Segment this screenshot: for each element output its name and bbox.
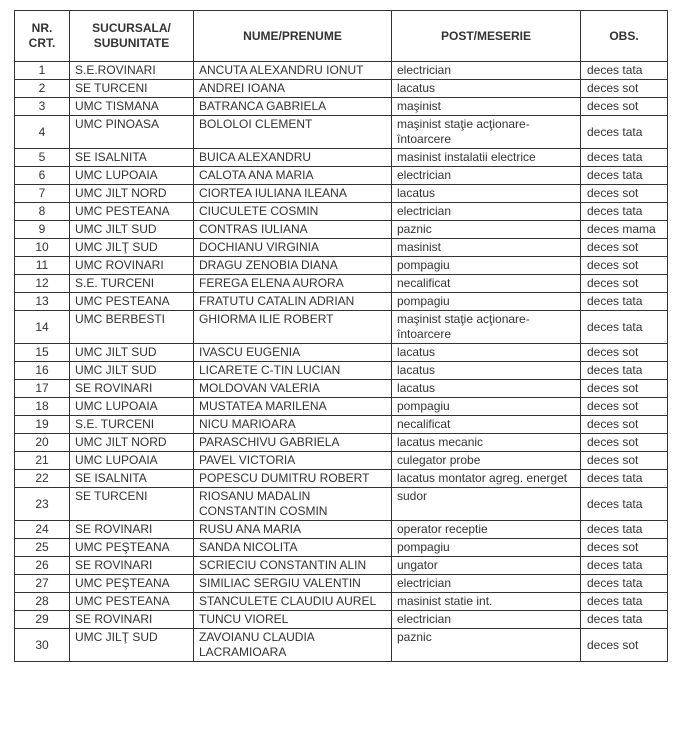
- cell-nr: 2: [15, 80, 70, 98]
- cell-sucursala: UMC PINOASA: [70, 116, 194, 149]
- cell-nume: MOLDOVAN VALERIA: [194, 380, 392, 398]
- cell-post: lacatus: [392, 80, 581, 98]
- cell-nr: 26: [15, 557, 70, 575]
- cell-sucursala: SE ROVINARI: [70, 380, 194, 398]
- cell-obs: deces sot: [581, 452, 668, 470]
- cell-nr: 9: [15, 221, 70, 239]
- cell-sucursala: UMC JILT NORD: [70, 185, 194, 203]
- cell-nr: 24: [15, 521, 70, 539]
- cell-nr: 20: [15, 434, 70, 452]
- cell-nr: 22: [15, 470, 70, 488]
- cell-post: pompagiu: [392, 293, 581, 311]
- cell-sucursala: UMC JILT SUD: [70, 344, 194, 362]
- cell-nr: 25: [15, 539, 70, 557]
- cell-post: electrician: [392, 167, 581, 185]
- cell-post: lacatus: [392, 185, 581, 203]
- cell-post: maşinist staţie acţionare-întoarcere: [392, 311, 581, 344]
- header-post: POST/MESERIE: [392, 11, 581, 62]
- cell-nr: 14: [15, 311, 70, 344]
- cell-nr: 17: [15, 380, 70, 398]
- cell-nume: CIUCULETE COSMIN: [194, 203, 392, 221]
- cell-obs: deces tata: [581, 116, 668, 149]
- cell-obs: deces sot: [581, 239, 668, 257]
- table-row: [15, 203, 668, 221]
- cell-nume: BOLOLOI CLEMENT: [194, 116, 392, 149]
- cell-nr: 30: [15, 629, 70, 662]
- cell-obs: deces sot: [581, 344, 668, 362]
- cell-nr: 27: [15, 575, 70, 593]
- cell-post: masinist instalatii electrice: [392, 149, 581, 167]
- employee-table: [14, 10, 668, 662]
- cell-post: paznic: [392, 629, 581, 662]
- cell-sucursala: SE ROVINARI: [70, 611, 194, 629]
- cell-nr: 15: [15, 344, 70, 362]
- cell-post: lacatus: [392, 362, 581, 380]
- cell-nume: IVASCU EUGENIA: [194, 344, 392, 362]
- table-row: [15, 80, 668, 98]
- cell-post: maşinist: [392, 98, 581, 116]
- cell-nr: 28: [15, 593, 70, 611]
- cell-obs: deces tata: [581, 470, 668, 488]
- cell-sucursala: UMC BERBESTI: [70, 311, 194, 344]
- cell-post: masinist statie int.: [392, 593, 581, 611]
- table-row: [15, 557, 668, 575]
- cell-nume: TUNCU VIOREL: [194, 611, 392, 629]
- cell-obs: deces sot: [581, 185, 668, 203]
- cell-nume: SCRIECIU CONSTANTIN ALIN: [194, 557, 392, 575]
- cell-sucursala: S.E. TURCENI: [70, 416, 194, 434]
- header-row: [15, 11, 668, 62]
- cell-post: paznic: [392, 221, 581, 239]
- cell-sucursala: UMC LUPOAIA: [70, 398, 194, 416]
- cell-nume: ANDREI IOANA: [194, 80, 392, 98]
- cell-sucursala: SE ISALNITA: [70, 149, 194, 167]
- cell-sucursala: S.E. TURCENI: [70, 275, 194, 293]
- cell-nume: BATRANCA GABRIELA: [194, 98, 392, 116]
- table-row: [15, 452, 668, 470]
- cell-nr: 11: [15, 257, 70, 275]
- cell-post: pompagiu: [392, 539, 581, 557]
- cell-nume: CALOTA ANA MARIA: [194, 167, 392, 185]
- cell-sucursala: UMC LUPOAIA: [70, 452, 194, 470]
- table-row: [15, 275, 668, 293]
- cell-post: necalificat: [392, 275, 581, 293]
- table-row: [15, 293, 668, 311]
- cell-nume: LICARETE C-TIN LUCIAN: [194, 362, 392, 380]
- cell-sucursala: UMC JILŢ SUD: [70, 239, 194, 257]
- cell-nume: PARASCHIVU GABRIELA: [194, 434, 392, 452]
- cell-nr: 13: [15, 293, 70, 311]
- cell-obs: deces tata: [581, 203, 668, 221]
- cell-nume: DOCHIANU VIRGINIA: [194, 239, 392, 257]
- cell-post: operator receptie: [392, 521, 581, 539]
- cell-sucursala: UMC PEŞTEANA: [70, 575, 194, 593]
- table-row: [15, 221, 668, 239]
- cell-obs: deces tata: [581, 293, 668, 311]
- table-row: [15, 311, 668, 344]
- table-row: [15, 629, 668, 662]
- table-row: [15, 380, 668, 398]
- header-obs: OBS.: [581, 11, 668, 62]
- header-nr: NR. CRT.: [15, 11, 70, 62]
- cell-sucursala: UMC PESTEANA: [70, 593, 194, 611]
- cell-nr: 5: [15, 149, 70, 167]
- cell-post: maşinist staţie acţionare-întoarcere: [392, 116, 581, 149]
- cell-sucursala: UMC ROVINARI: [70, 257, 194, 275]
- cell-nume: GHIORMA ILIE ROBERT: [194, 311, 392, 344]
- table-row: [15, 62, 668, 80]
- header-sucursala: SUCURSALA/ SUBUNITATE: [70, 11, 194, 62]
- table-row: [15, 398, 668, 416]
- table-row: [15, 488, 668, 521]
- table-row: [15, 239, 668, 257]
- cell-post: lacatus: [392, 344, 581, 362]
- cell-post: lacatus montator agreg. energet: [392, 470, 581, 488]
- table-row: [15, 470, 668, 488]
- cell-nume: SANDA NICOLITA: [194, 539, 392, 557]
- cell-obs: deces sot: [581, 539, 668, 557]
- table-row: [15, 434, 668, 452]
- cell-obs: deces sot: [581, 416, 668, 434]
- cell-sucursala: S.E.ROVINARI: [70, 62, 194, 80]
- table-row: [15, 611, 668, 629]
- cell-nume: RUSU ANA MARIA: [194, 521, 392, 539]
- cell-sucursala: SE ROVINARI: [70, 557, 194, 575]
- table-row: [15, 167, 668, 185]
- cell-post: sudor: [392, 488, 581, 521]
- cell-nume: SIMILIAC SERGIU VALENTIN: [194, 575, 392, 593]
- table-row: [15, 98, 668, 116]
- cell-obs: deces tata: [581, 575, 668, 593]
- table-row: [15, 149, 668, 167]
- cell-post: necalificat: [392, 416, 581, 434]
- cell-nr: 1: [15, 62, 70, 80]
- cell-nr: 21: [15, 452, 70, 470]
- table-row: [15, 416, 668, 434]
- cell-nr: 16: [15, 362, 70, 380]
- cell-post: pompagiu: [392, 257, 581, 275]
- cell-post: pompagiu: [392, 398, 581, 416]
- cell-obs: deces sot: [581, 80, 668, 98]
- cell-nume: FRATUTU CATALIN ADRIAN: [194, 293, 392, 311]
- table-row: [15, 593, 668, 611]
- cell-nume: ANCUTA ALEXANDRU IONUT: [194, 62, 392, 80]
- cell-nr: 19: [15, 416, 70, 434]
- cell-nume: MUSTATEA MARILENA: [194, 398, 392, 416]
- cell-obs: deces tata: [581, 521, 668, 539]
- cell-obs: deces tata: [581, 167, 668, 185]
- cell-nume: NICU MARIOARA: [194, 416, 392, 434]
- cell-post: culegator probe: [392, 452, 581, 470]
- cell-nr: 8: [15, 203, 70, 221]
- table-row: [15, 362, 668, 380]
- cell-sucursala: UMC JILT SUD: [70, 362, 194, 380]
- cell-sucursala: SE TURCENI: [70, 488, 194, 521]
- cell-obs: deces sot: [581, 257, 668, 275]
- cell-obs: deces sot: [581, 398, 668, 416]
- table-body: [15, 62, 668, 662]
- cell-nr: 23: [15, 488, 70, 521]
- cell-nr: 3: [15, 98, 70, 116]
- cell-nr: 18: [15, 398, 70, 416]
- cell-nr: 4: [15, 116, 70, 149]
- cell-obs: deces sot: [581, 380, 668, 398]
- cell-nume: STANCULETE CLAUDIU AUREL: [194, 593, 392, 611]
- table-row: [15, 185, 668, 203]
- cell-obs: deces tata: [581, 362, 668, 380]
- cell-nume: CONTRAS IULIANA: [194, 221, 392, 239]
- cell-sucursala: UMC JILŢ SUD: [70, 629, 194, 662]
- cell-post: electrician: [392, 62, 581, 80]
- cell-sucursala: UMC LUPOAIA: [70, 167, 194, 185]
- cell-nume: FEREGA ELENA AURORA: [194, 275, 392, 293]
- cell-post: electrician: [392, 611, 581, 629]
- cell-nr: 12: [15, 275, 70, 293]
- cell-sucursala: UMC PESTEANA: [70, 293, 194, 311]
- cell-obs: deces tata: [581, 557, 668, 575]
- cell-obs: deces tata: [581, 62, 668, 80]
- cell-obs: deces sot: [581, 629, 668, 662]
- cell-sucursala: UMC JILT SUD: [70, 221, 194, 239]
- cell-obs: deces tata: [581, 311, 668, 344]
- cell-sucursala: UMC JILT NORD: [70, 434, 194, 452]
- cell-sucursala: SE TURCENI: [70, 80, 194, 98]
- cell-obs: deces mama: [581, 221, 668, 239]
- cell-nr: 10: [15, 239, 70, 257]
- table-row: [15, 257, 668, 275]
- cell-nume: RIOSANU MADALIN CONSTANTIN COSMIN: [194, 488, 392, 521]
- cell-sucursala: UMC TISMANA: [70, 98, 194, 116]
- cell-sucursala: SE ROVINARI: [70, 521, 194, 539]
- cell-nr: 6: [15, 167, 70, 185]
- cell-post: ungator: [392, 557, 581, 575]
- cell-obs: deces tata: [581, 488, 668, 521]
- header-nume: NUME/PRENUME: [194, 11, 392, 62]
- table-row: [15, 116, 668, 149]
- table-row: [15, 521, 668, 539]
- cell-obs: deces tata: [581, 593, 668, 611]
- cell-post: electrician: [392, 203, 581, 221]
- cell-post: electrician: [392, 575, 581, 593]
- cell-nume: POPESCU DUMITRU ROBERT: [194, 470, 392, 488]
- cell-sucursala: UMC PESTEANA: [70, 203, 194, 221]
- cell-obs: deces sot: [581, 275, 668, 293]
- cell-post: lacatus: [392, 380, 581, 398]
- cell-obs: deces tata: [581, 611, 668, 629]
- cell-sucursala: UMC PEŞTEANA: [70, 539, 194, 557]
- cell-nume: CIORTEA IULIANA ILEANA: [194, 185, 392, 203]
- cell-obs: deces sot: [581, 98, 668, 116]
- cell-obs: deces tata: [581, 149, 668, 167]
- cell-sucursala: SE ISALNITA: [70, 470, 194, 488]
- cell-nr: 7: [15, 185, 70, 203]
- cell-nume: DRAGU ZENOBIA DIANA: [194, 257, 392, 275]
- table-row: [15, 539, 668, 557]
- cell-post: lacatus mecanic: [392, 434, 581, 452]
- cell-post: masinist: [392, 239, 581, 257]
- table-row: [15, 575, 668, 593]
- cell-nume: BUICA ALEXANDRU: [194, 149, 392, 167]
- cell-nume: ZAVOIANU CLAUDIA LACRAMIOARA: [194, 629, 392, 662]
- cell-nume: PAVEL VICTORIA: [194, 452, 392, 470]
- table-row: [15, 344, 668, 362]
- cell-obs: deces sot: [581, 434, 668, 452]
- cell-nr: 29: [15, 611, 70, 629]
